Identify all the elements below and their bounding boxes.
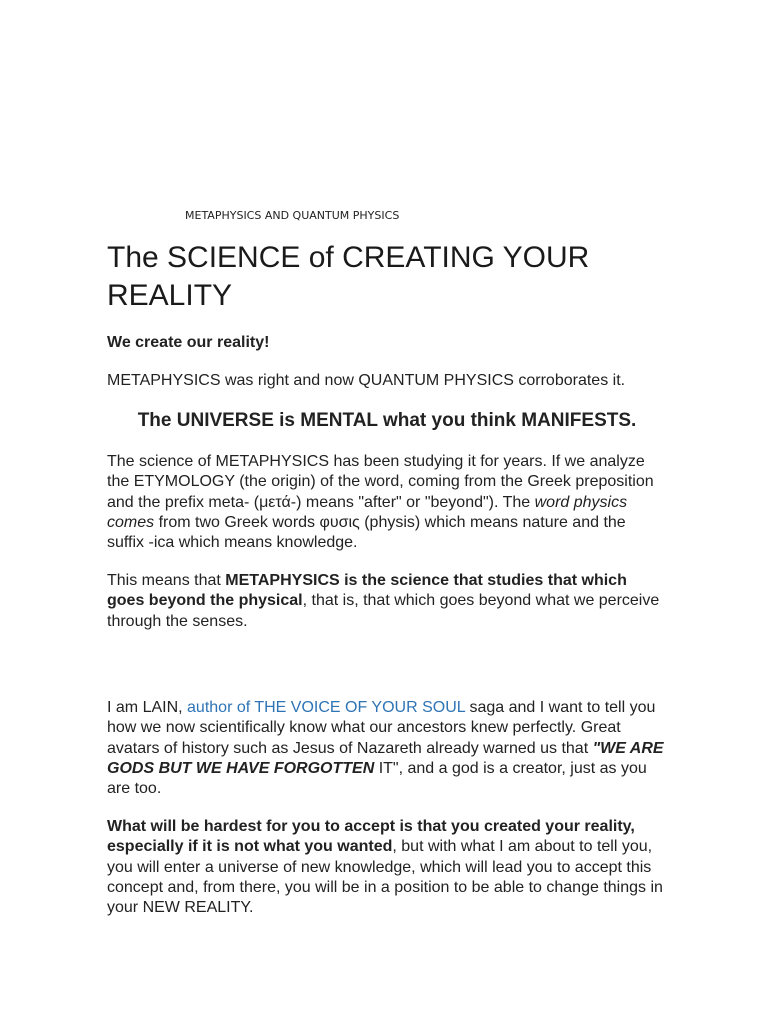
definition-paragraph: [107, 571, 667, 632]
etymology-italic-text: word physics comes: [107, 493, 628, 531]
author-paragraph: [107, 698, 667, 799]
author-quote: "WE ARE GODS BUT WE HAVE FORGOTTEN: [107, 739, 664, 777]
corroboration-paragraph: METAPHYSICS was right and now QUANTUM PHYSICS corroborates it.: [107, 372, 626, 389]
etymology-paragraph: [107, 452, 667, 553]
definition-bold-text: METAPHYSICS is the science that studies that which goes beyond the physical: [107, 572, 627, 610]
intro-bold-text: We create our reality!: [107, 334, 270, 351]
definition-text-2: , that is, that which goes beyond what we perceive through the senses.: [107, 592, 660, 630]
intro-statement: [107, 333, 667, 353]
document-header: METAPHYSICS AND QUANTUM PHYSICS: [185, 209, 400, 222]
author-link[interactable]: author of THE VOICE OF YOUR SOUL: [187, 699, 466, 716]
author-text-1: I am LAIN,: [107, 699, 188, 716]
etymology-text-1: The science of METAPHYSICS has been studying it for years. If we analyze the ETYMOLOGY (the origin) of the word, coming from the Greek preposition and the prefix meta- (μετά-) means "after" or "beyond"). The: [107, 453, 654, 511]
author-text-2: saga and I want to tell you how we now scientifically know what our ancestors knew perfectly. Great avatars of history such as Jesus of Nazareth already warned us that: [107, 699, 656, 757]
page-title: The SCIENCE of CREATING YOUR REALITY: [107, 241, 590, 312]
etymology-text-2: from two Greek words φυσις (physis) which means nature and the suffix -ica which means knowledge.: [107, 513, 626, 552]
definition-text-1: This means that: [107, 572, 226, 589]
section-heading: The UNIVERSE is MENTAL what you think MANIFESTS.: [137, 410, 637, 431]
acceptance-bold-text: What will be hardest for you to accept is that you created your reality, especially if it is not what you wanted: [107, 818, 635, 856]
acceptance-text: , but with what I am about to tell you, you will enter a universe of new knowledge, which will lead you to accept this concept and, from there, you will be in a position to be able to change things in your NEW REALITY.: [107, 838, 663, 917]
acceptance-paragraph: [107, 817, 667, 918]
author-text-3: IT", and a god is a creator, just as you are too.: [107, 759, 647, 798]
